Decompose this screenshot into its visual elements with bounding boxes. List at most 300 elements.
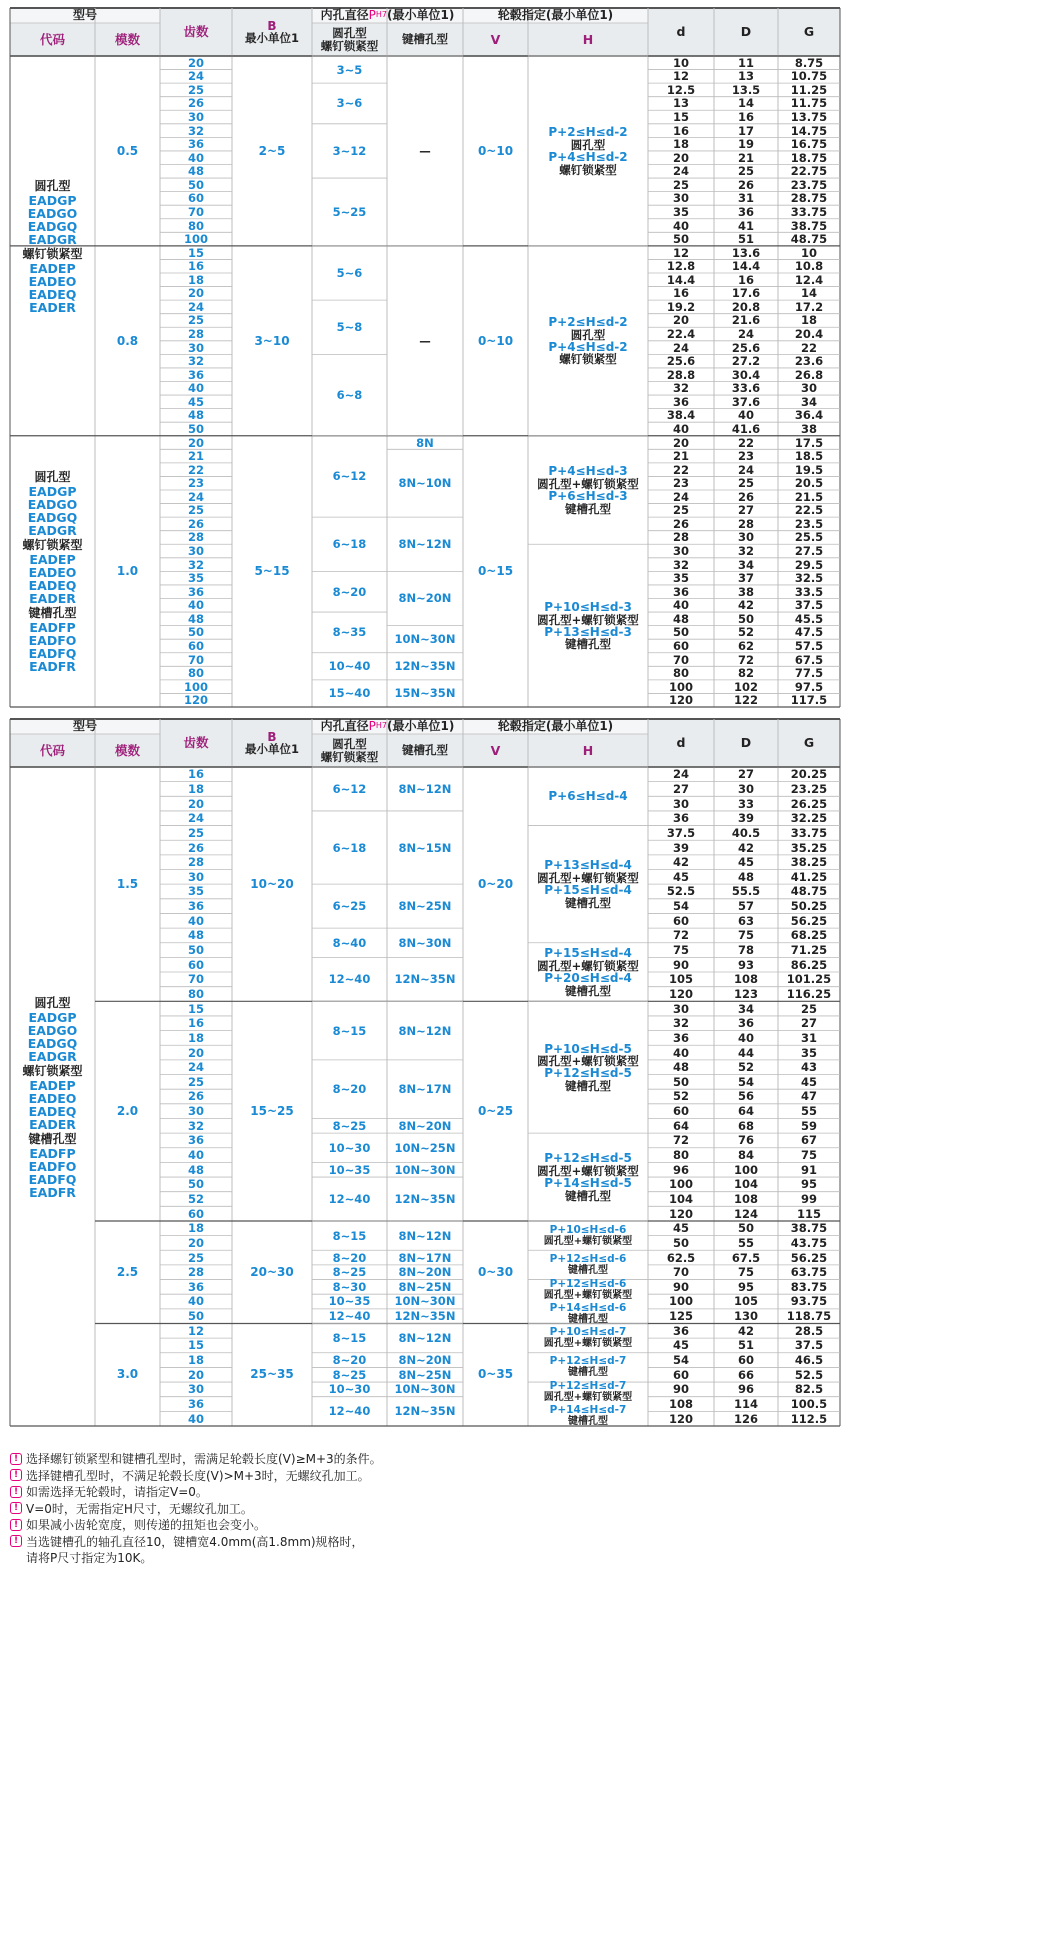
- D-value-text: 34: [737, 1001, 754, 1016]
- G-value-text: 117.5: [790, 693, 828, 708]
- G-value: [778, 490, 840, 504]
- t1-header-hub: [463, 8, 648, 23]
- bore-round-range: [312, 653, 387, 680]
- D-value: [714, 1089, 778, 1104]
- G-value-text: 67: [800, 1133, 817, 1148]
- d-value: [648, 314, 714, 328]
- G-value: [778, 531, 840, 545]
- bore-round-range: [312, 1397, 387, 1426]
- D-value-text: 50: [737, 611, 754, 626]
- G-value: [778, 422, 840, 436]
- G-value-text: 100.5: [790, 1396, 828, 1411]
- G-value-text: 47: [800, 1089, 817, 1104]
- h-type: 螺钉锁紧型: [559, 352, 617, 367]
- d-value-text: 32: [672, 557, 689, 572]
- G-value-text: 99: [800, 1191, 817, 1206]
- G-value-text: 75: [800, 1148, 817, 1163]
- d-value: [648, 1411, 714, 1426]
- teeth-value: [160, 1353, 232, 1368]
- D-value-text: 34: [737, 557, 754, 572]
- teeth-value-text: 26: [187, 1089, 204, 1104]
- G-value: [778, 767, 840, 782]
- d-value-text: 35: [672, 204, 689, 219]
- bore-round-range-text: 10~35: [328, 1162, 371, 1177]
- d-value: [648, 855, 714, 870]
- G-value-text: 35: [800, 1045, 817, 1060]
- d-value: [648, 1148, 714, 1163]
- teeth-value-text: 36: [187, 1396, 204, 1411]
- teeth-value-text: 32: [187, 1118, 204, 1133]
- teeth-value: [160, 1338, 232, 1353]
- t2-header-model-text: 型号: [72, 719, 97, 734]
- G-value-text: 17.5: [794, 435, 824, 450]
- d-value: [648, 1104, 714, 1119]
- bore-key-range-text: 8N~20N: [398, 1118, 452, 1133]
- d-value: [648, 192, 714, 206]
- d-value: [648, 137, 714, 151]
- D-value: [714, 680, 778, 694]
- bore-key-range-text: 8N~25N: [398, 1367, 452, 1382]
- G-value-text: 52.5: [794, 1367, 824, 1382]
- teeth-value: [160, 1016, 232, 1031]
- b-range-text: 3~10: [254, 333, 290, 348]
- h-formula: P+12≤H≤d-6: [549, 1252, 627, 1265]
- D-value: [714, 151, 778, 165]
- note-item: [10, 1516, 266, 1533]
- teeth-value: [160, 1001, 232, 1016]
- note-item: [10, 1500, 253, 1517]
- D-value-text: 95: [737, 1279, 754, 1294]
- teeth-value-text: 24: [187, 299, 204, 314]
- D-value: [714, 395, 778, 409]
- teeth-value-text: 25: [187, 825, 204, 840]
- teeth-value-text: 30: [187, 1104, 204, 1119]
- h-formula: P+12≤H≤d-5: [544, 1066, 632, 1081]
- bore-round-range: [312, 1309, 387, 1324]
- G-value-text: 8.75: [794, 55, 824, 70]
- d-value-text: 20: [672, 150, 689, 165]
- t2-header-d: [648, 719, 714, 767]
- G-value-text: 37.5: [794, 1338, 824, 1353]
- G-value: [778, 287, 840, 301]
- G-value-text: 28.75: [790, 191, 828, 206]
- D-value-text: 40: [737, 1030, 754, 1045]
- note-continuation: 请将P尺寸指定为10K。: [26, 1551, 153, 1565]
- bore-round-range: [312, 1382, 387, 1397]
- teeth-value-text: 15: [187, 1338, 204, 1353]
- teeth-value: [160, 300, 232, 314]
- teeth-value-text: 60: [187, 638, 204, 653]
- v-range-text: 0~20: [477, 876, 514, 891]
- teeth-value: [160, 666, 232, 680]
- teeth-value-text: 50: [187, 1309, 204, 1324]
- teeth-value-text: 50: [187, 421, 204, 436]
- bore-key-range-text: 12N~35N: [394, 972, 456, 987]
- bore-round-range: [312, 1060, 387, 1119]
- teeth-value-text: 52: [187, 1191, 204, 1206]
- note-text: 当选键槽孔的轴孔直径10，键槽宽4.0mm(高1.8mm)规格时，: [26, 1534, 364, 1549]
- D-value-text: 45: [737, 855, 754, 870]
- D-value: [714, 1133, 778, 1148]
- G-value-text: 93.75: [790, 1294, 828, 1309]
- teeth-value-text: 120: [183, 693, 208, 708]
- bore-key-range-text: 8N~25N: [398, 899, 452, 914]
- t2-header-d-text: d: [676, 735, 686, 751]
- d-value: [648, 1075, 714, 1090]
- teeth-value-text: 50: [187, 943, 204, 957]
- D-value-text: 104: [733, 1177, 758, 1192]
- teeth-value: [160, 1236, 232, 1251]
- bore-round-range-text: 10~40: [328, 659, 371, 674]
- G-value-text: 17.2: [794, 299, 824, 314]
- module-value-text: 0.8: [116, 333, 139, 348]
- teeth-value-text: 25: [187, 503, 204, 518]
- teeth-value-text: 70: [187, 972, 204, 987]
- D-value-text: 108: [733, 972, 758, 987]
- v-range: [463, 1001, 528, 1221]
- bore-round-range-text: 8~20: [332, 1250, 367, 1265]
- D-value: [714, 913, 778, 928]
- h-type: 键槽孔型: [565, 1188, 611, 1203]
- d-value: [648, 928, 714, 943]
- D-value: [714, 1206, 778, 1221]
- bore-round-range-text: 6~12: [332, 469, 367, 484]
- bore-round-range-text: 8~25: [332, 1118, 367, 1133]
- D-value: [714, 826, 778, 841]
- D-value-text: 63: [737, 913, 754, 928]
- h-formula: P+13≤H≤d-3: [544, 624, 632, 639]
- d-value-text: 48: [672, 611, 689, 626]
- D-value: [714, 327, 778, 341]
- bore-key-range-text: 12N~35N: [394, 1309, 456, 1324]
- D-value-text: 75: [737, 928, 754, 943]
- bore-key-range-text: 8N~15N: [398, 840, 452, 855]
- bore-round-range: [312, 612, 387, 653]
- b-range-text: 2~5: [258, 143, 286, 158]
- teeth-value-text: 25: [187, 1250, 204, 1265]
- teeth-value: [160, 382, 232, 396]
- h-formula: P+12≤H≤d-5: [544, 1151, 632, 1166]
- teeth-value: [160, 1411, 232, 1426]
- module-value-text: 3.0: [116, 1367, 139, 1382]
- teeth-value-text: 40: [187, 150, 204, 165]
- teeth-value-text: 24: [187, 69, 204, 84]
- d-value-text: 40: [672, 421, 689, 436]
- G-value-text: 116.25: [786, 986, 832, 1001]
- D-value-text: 26: [737, 489, 754, 504]
- d-value: [648, 449, 714, 463]
- d-value-text: 72: [672, 928, 689, 943]
- t2-header-bore-round-text: 圆孔型: [332, 737, 367, 752]
- G-value-text: 97.5: [794, 679, 824, 694]
- G-value: [778, 612, 840, 626]
- d-value-text: 108: [668, 1396, 693, 1411]
- bore-round-range-text: 10~30: [328, 1382, 371, 1397]
- teeth-value: [160, 354, 232, 368]
- code-type-label: 圆孔型: [34, 995, 71, 1010]
- d-value-text: 50: [672, 232, 689, 247]
- teeth-value: [160, 490, 232, 504]
- teeth-value-text: 50: [187, 625, 204, 640]
- d-value: [648, 1001, 714, 1016]
- b-range: [232, 1001, 312, 1221]
- d-value: [648, 327, 714, 341]
- d-value: [648, 409, 714, 423]
- G-value: [778, 571, 840, 585]
- bore-key-range: [387, 1382, 463, 1397]
- teeth-value: [160, 972, 232, 987]
- D-value: [714, 957, 778, 972]
- code-item: EADER: [29, 591, 76, 607]
- G-value: [778, 232, 840, 246]
- teeth-value-text: 25: [187, 82, 204, 97]
- module-value: [95, 767, 160, 1001]
- teeth-value-text: 23: [187, 476, 204, 491]
- D-value-text: 68: [737, 1118, 754, 1133]
- d-value: [648, 368, 714, 382]
- d-value-text: 32: [672, 1016, 689, 1031]
- bore-key-range: [387, 1118, 463, 1133]
- d-value: [648, 826, 714, 841]
- G-value: [778, 1118, 840, 1133]
- G-value-text: 37.5: [794, 598, 824, 613]
- code-item: EADGR: [28, 231, 77, 247]
- d-value-text: 36: [672, 811, 689, 826]
- teeth-value-text: 32: [187, 354, 204, 369]
- bore-round-range: [312, 354, 387, 435]
- bore-key-range-text: 12N~35N: [394, 1404, 456, 1419]
- t1-header-model-text: 型号: [72, 8, 97, 23]
- b-range-text: 20~30: [250, 1264, 294, 1279]
- G-value-text: 22.5: [794, 503, 824, 518]
- t2-header-bore-round-text: 螺钉锁紧型: [320, 749, 379, 764]
- D-value: [714, 653, 778, 667]
- D-value-text: 27: [737, 503, 754, 518]
- teeth-value: [160, 1192, 232, 1207]
- teeth-value: [160, 368, 232, 382]
- d-value: [648, 1162, 714, 1177]
- d-value-text: 54: [672, 899, 689, 914]
- G-value: [778, 56, 840, 70]
- teeth-value-text: 45: [187, 394, 204, 409]
- D-value: [714, 314, 778, 328]
- h-formula: P+2≤H≤d-2: [548, 315, 628, 330]
- code-group: [10, 56, 95, 436]
- D-value: [714, 1309, 778, 1324]
- teeth-value: [160, 232, 232, 246]
- t1-header-d: [648, 8, 714, 56]
- h-formula: P+4≤H≤d-3: [548, 464, 628, 479]
- bore-round-range-text: 8~20: [332, 1353, 367, 1368]
- teeth-value: [160, 436, 232, 450]
- t2-header-code-text: 代码: [39, 742, 65, 758]
- d-value-text: 90: [672, 957, 689, 972]
- G-value-text: 21.5: [794, 489, 824, 504]
- d-value-text: 27: [672, 781, 689, 796]
- t1-header-bore-text: 内孔直径: [320, 8, 369, 23]
- bore-round-range: [312, 1118, 387, 1133]
- code-item: EADGP: [28, 192, 77, 208]
- code-item: EADER: [29, 299, 76, 315]
- module-value-text: 2.0: [116, 1103, 139, 1118]
- D-value: [714, 165, 778, 179]
- teeth-value-text: 100: [183, 679, 208, 694]
- D-value: [714, 1265, 778, 1280]
- D-value-text: 37.6: [731, 394, 761, 409]
- teeth-value: [160, 70, 232, 84]
- D-value: [714, 1367, 778, 1382]
- h-type: 圆孔型+螺钉锁紧型: [543, 1235, 633, 1247]
- teeth-value-text: 60: [187, 1206, 204, 1221]
- bore-key-range-text: 8N~12N: [398, 1331, 452, 1346]
- G-value-text: 27: [800, 1016, 817, 1031]
- G-value-text: 32.25: [790, 811, 828, 826]
- d-value-text: 20: [672, 435, 689, 450]
- d-value-text: 72: [672, 1133, 689, 1148]
- G-value: [778, 273, 840, 287]
- bore-round-range: [312, 436, 387, 517]
- teeth-value-text: 21: [187, 449, 204, 464]
- d-value-text: 120: [668, 693, 693, 708]
- t2-header-bore: [312, 719, 463, 734]
- teeth-value-text: 40: [187, 1294, 204, 1309]
- d-value: [648, 796, 714, 811]
- d-value: [648, 680, 714, 694]
- teeth-value: [160, 1162, 232, 1177]
- D-value: [714, 422, 778, 436]
- G-value: [778, 449, 840, 463]
- d-value: [648, 97, 714, 111]
- G-value-text: 26.8: [794, 367, 824, 382]
- t2-header-v: [463, 734, 528, 767]
- code-type-label: 圆孔型: [34, 178, 71, 193]
- teeth-value-text: 25: [187, 313, 204, 328]
- code-group: [10, 767, 95, 1426]
- bore-round-range: [312, 1177, 387, 1221]
- teeth-value: [160, 1280, 232, 1295]
- teeth-value: [160, 1060, 232, 1075]
- G-value-text: 33.75: [790, 825, 828, 840]
- bore-key-range: [387, 928, 463, 957]
- G-value: [778, 599, 840, 613]
- D-value: [714, 693, 778, 707]
- G-value-text: 20.4: [794, 327, 824, 341]
- teeth-value-text: 30: [187, 1382, 204, 1397]
- d-value-text: 100: [668, 679, 693, 694]
- G-value: [778, 1045, 840, 1060]
- b-range-text: 5~15: [254, 564, 290, 579]
- d-value: [648, 300, 714, 314]
- G-value: [778, 300, 840, 314]
- D-value-text: 30: [737, 530, 754, 545]
- note-item: [10, 1450, 382, 1467]
- teeth-value: [160, 1221, 232, 1236]
- bore-round-range: [312, 928, 387, 957]
- G-value: [778, 987, 840, 1002]
- G-value: [778, 151, 840, 165]
- D-value: [714, 855, 778, 870]
- D-value-text: 17.6: [731, 286, 761, 301]
- module-value-text: 1.5: [116, 876, 139, 891]
- bore-round-range-text: 5~6: [336, 265, 363, 280]
- d-value: [648, 943, 714, 958]
- d-value-text: 15: [672, 110, 689, 124]
- teeth-value: [160, 987, 232, 1002]
- D-value: [714, 56, 778, 70]
- teeth-value-text: 100: [183, 232, 208, 247]
- h-formula: P+20≤H≤d-4: [544, 971, 632, 985]
- module-value-text: 0.5: [116, 143, 139, 158]
- d-value-text: 38.4: [666, 408, 696, 423]
- teeth-value: [160, 1045, 232, 1060]
- D-value-text: 130: [733, 1309, 758, 1324]
- D-value: [714, 449, 778, 463]
- D-value-text: 108: [733, 1191, 758, 1206]
- d-value-text: 22: [672, 462, 689, 477]
- G-value-text: 45.5: [794, 611, 824, 626]
- bore-round-range-text: 5~8: [336, 320, 363, 335]
- d-value-text: 125: [668, 1309, 693, 1324]
- d-value-text: 13: [672, 96, 689, 111]
- t2-header-D-col-text: D: [740, 735, 752, 751]
- t1-header-teeth: [160, 8, 232, 56]
- h-formula: P+12≤H≤d-6: [549, 1277, 627, 1290]
- D-value-text: 25: [737, 164, 754, 179]
- d-value-text: 25: [672, 177, 689, 192]
- teeth-value: [160, 653, 232, 667]
- D-value-text: 51: [737, 1338, 754, 1353]
- bore-key-range: [387, 767, 463, 811]
- t1-header-hub-text: 轮毂指定(最小单位1): [497, 8, 614, 23]
- bore-key-range-text: 8N~20N: [398, 1353, 452, 1368]
- d-value-text: 37.5: [666, 825, 696, 840]
- G-value-text: 56.25: [790, 913, 828, 928]
- d-value: [648, 273, 714, 287]
- teeth-value: [160, 626, 232, 640]
- d-value-text: 36: [672, 394, 689, 409]
- h-condition: [528, 1250, 648, 1279]
- teeth-value: [160, 544, 232, 558]
- t1-header-module-text: 模数: [114, 31, 140, 47]
- d-value: [648, 870, 714, 885]
- D-value: [714, 899, 778, 914]
- h-formula: P+14≤H≤d-7: [549, 1404, 627, 1417]
- t2-header-module: [95, 734, 160, 767]
- d-value: [648, 1060, 714, 1075]
- G-value: [778, 1001, 840, 1016]
- G-value: [778, 826, 840, 841]
- teeth-value: [160, 1206, 232, 1221]
- bore-key-range-text: 10N~30N: [394, 1382, 456, 1397]
- teeth-value-text: 50: [187, 177, 204, 192]
- bore-p-symbol: P: [368, 719, 376, 734]
- G-value: [778, 680, 840, 694]
- teeth-value: [160, 1031, 232, 1046]
- bore-key-range-text: 10N~25N: [394, 1140, 456, 1155]
- d-value-text: 54: [672, 1353, 689, 1368]
- G-value: [778, 558, 840, 572]
- bore-key-range: [387, 1280, 463, 1295]
- d-value-text: 52.5: [666, 884, 696, 899]
- teeth-value-text: 40: [187, 1411, 204, 1426]
- G-value-text: 27.5: [794, 544, 824, 558]
- d-value-text: 30: [672, 1001, 689, 1016]
- D-value-text: 93: [737, 957, 754, 972]
- bore-round-range-text: 8~25: [332, 1265, 367, 1280]
- D-value-text: 33: [737, 796, 754, 811]
- bore-round-range: [312, 811, 387, 884]
- D-value-text: 56: [737, 1089, 754, 1104]
